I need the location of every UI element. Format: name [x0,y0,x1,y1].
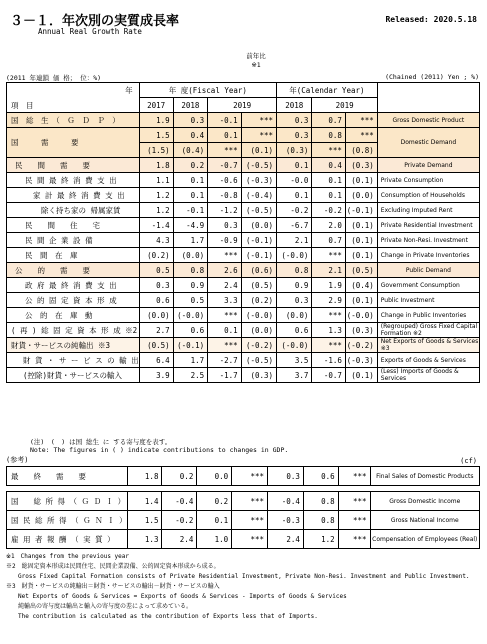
cal-year-2018: 2018 [277,98,312,113]
row-label-en: Private Demand [377,158,479,173]
ref-label-en: Gross Domestic Income [370,492,479,511]
value-cell: 1.5 [139,128,173,143]
value-cell: *** [345,128,377,143]
footnote-line: ※3 財貨・サービスの純輸出＝財貨・サービスの輸出－財貨・サービスの輸入 [6,583,220,590]
value-cell: (-0.0) [173,308,208,323]
ref-value-cell: 1.8 [127,467,162,486]
value-cell: (-0.0) [241,308,276,323]
ref-value-cell: -0.4 [162,492,197,511]
value-cell: (-0.1) [241,248,276,263]
row-label-en: Gross Domestic Product [377,113,479,128]
row-label-en: Excluding Imputed Rent [377,203,479,218]
value-cell: 0.3 [208,218,241,233]
row-label-en: Private Non-Resi. Investment [377,233,479,248]
ref-value-cell: -0.2 [162,511,197,530]
page-subtitle: Annual Real Growth Rate [38,27,142,36]
value-cell: (-0.3) [345,353,377,368]
value-cell: *** [241,128,276,143]
note-jp: (注) ( ) は国 総生 に する寄与度を表す。 [30,438,172,446]
contribution-cell: (0.3) [277,143,312,158]
value-cell: 0.8 [312,128,345,143]
row-label-jp: ( 再 ) 総 固 定 資 本 形 成 ※2 [7,323,140,338]
value-cell: (0.1) [345,233,377,248]
value-cell: 1.9 [139,113,173,128]
value-cell: *** [208,308,241,323]
value-cell: 3.5 [277,353,312,368]
ref-label-jp: 国 総 所 得 （ Ｇ Ｄ Ｉ ） [7,492,128,511]
contribution-cell: (0.8) [345,143,377,158]
value-cell: (0.1) [345,248,377,263]
value-cell: -0.1 [173,203,208,218]
row-label-jp: 民 間 在 庫 [7,248,140,263]
ref-value-cell: *** [232,530,268,549]
value-cell: -1.6 [312,353,345,368]
row-label-jp: 民 間 需 要 [7,158,140,173]
value-cell: -2.7 [208,353,241,368]
fiscal-year-header: 年 度(Fiscal Year) [139,83,276,98]
year-2019: 2019 [208,98,277,113]
value-cell: 2.4 [208,278,241,293]
contribution-cell: *** [312,143,345,158]
page-title: ３－１．年次別の実質成長率 [10,14,180,29]
value-cell: 2.0 [312,218,345,233]
value-cell: -1.4 [139,218,173,233]
value-cell: (-0.5) [241,203,276,218]
value-cell: (0.5) [345,263,377,278]
ref-value-cell: 0.1 [197,511,232,530]
footnote-line: Gross Fixed Capital Formation consists of Private Residential Investment, Private Non-Resi. Investment and Public Investment. [6,573,470,580]
value-cell: (0.1) [345,218,377,233]
value-cell: (0.1) [345,173,377,188]
value-cell: (0.0) [173,248,208,263]
value-cell: (0.3) [241,368,276,383]
ref-value-cell: *** [338,511,370,530]
row-label-jp: 民 間 住 宅 [7,218,140,233]
value-cell: 0.3 [277,293,312,308]
reference-row [7,530,480,549]
unit-label-jp: (2011 年連鎖 価 格； 位：%) [6,74,102,82]
value-cell: (0.5) [139,338,173,353]
value-cell: 0.5 [173,293,208,308]
value-cell: 1.2 [139,188,173,203]
reference-row [7,467,480,486]
value-cell: -0.2 [312,203,345,218]
ref-label-en: Final Sales of Domestic Products [370,467,479,486]
value-cell: -0.7 [312,368,345,383]
ref-label-jp: 雇 用 者 報 酬 （ 実 質 ） [7,530,128,549]
table-row [7,353,480,368]
value-cell: (0.2) [241,293,276,308]
row-label-en: Private Consumption [377,173,479,188]
ref-value-cell: *** [232,511,268,530]
value-cell: 0.1 [208,128,241,143]
row-label-jp: 政 府 最 終 消 費 支 出 [7,278,140,293]
table-row [7,278,480,293]
note-en: Note: The figures in ( ) indicate contributions to changes in GDP. [30,446,289,454]
ref-label-jp: 最 終 需 要 [7,467,128,486]
footnote-line: The contribution is calculated as the contribution of Exports less that of Imports. [6,613,318,620]
contribution-cell: *** [208,143,241,158]
row-label-jp: 公 的 固 定 資 本 形 成 [7,293,140,308]
prev-note-line-2: ※1 [251,61,261,69]
ref-value-cell: 1.3 [127,530,162,549]
row-label-jp: 公 的 在 庫 動 [7,308,140,323]
value-cell: 0.4 [173,128,208,143]
value-cell: (-0.4) [241,188,276,203]
value-cell: -1.7 [208,368,241,383]
contribution-cell: (0.4) [173,143,208,158]
row-label-en: Change in Public Inventories [377,308,479,323]
value-cell: -0.6 [208,173,241,188]
value-cell: 0.7 [312,233,345,248]
value-cell: 1.1 [139,173,173,188]
ref-value-cell: 2.4 [268,530,304,549]
ref-value-cell: 0.3 [268,467,304,486]
footnote-line: 純輸出の寄与度は輸出と輸入の寄与度の差によって求めている。 [6,603,193,610]
table-row [7,308,480,323]
value-cell: 0.7 [312,113,345,128]
ref-value-cell: 0.2 [162,467,197,486]
value-cell: (0.0) [139,308,173,323]
value-cell: 0.1 [312,188,345,203]
value-cell: 4.3 [139,233,173,248]
table-row [7,263,480,278]
value-cell: -0.9 [208,233,241,248]
table-row [7,293,480,308]
row-label-en: Exports of Goods & Services [377,353,479,368]
value-cell: *** [312,338,345,353]
calendar-year-header: 年(Calendar Year) [277,83,378,98]
value-cell: (-0.1) [241,233,276,248]
ref-value-cell: *** [338,492,370,511]
previous-year-note [236,52,276,70]
value-cell: 2.7 [139,323,173,338]
ref-label-en: Gross National Income [370,511,479,530]
value-cell: 2.9 [312,293,345,308]
value-cell: 2.1 [277,233,312,248]
table-row [7,173,480,188]
ref-value-cell: 1.4 [127,492,162,511]
value-cell: 1.7 [173,353,208,368]
value-cell: 0.3 [277,128,312,143]
value-cell: 2.5 [173,368,208,383]
value-cell: 0.6 [277,323,312,338]
reference-label: (参考) [6,456,29,464]
value-cell: 0.1 [277,158,312,173]
ref-value-cell: 0.6 [303,467,338,486]
ref-value-cell: -0.3 [268,511,304,530]
value-cell: (0.3) [345,323,377,338]
value-cell: (0.1) [345,293,377,308]
value-cell: 0.4 [312,158,345,173]
value-cell: (-0.1) [173,338,208,353]
table-row [7,218,480,233]
cf-label: (cf) [460,457,477,465]
ref-value-cell: 0.0 [197,467,232,486]
value-cell: *** [312,308,345,323]
corner-header [7,83,140,113]
table-row [7,233,480,248]
contribution-cell: (1.5) [139,143,173,158]
table-row [7,128,480,143]
year-2018: 2018 [173,98,208,113]
value-cell: (-0.3) [241,173,276,188]
ref-value-cell: *** [338,467,370,486]
ref-label-jp: 国 民 総 所 得 （ Ｇ Ｎ Ｉ ） [7,511,128,530]
value-cell: -1.2 [208,203,241,218]
value-cell: 6.4 [139,353,173,368]
table-row [7,368,480,383]
value-cell: 1.8 [139,158,173,173]
value-cell: *** [312,248,345,263]
ref-value-cell: 1.2 [303,530,338,549]
unit-label-en: (Chained (2011) Yen ; %) [385,73,479,81]
footnote-line: Net Exports of Goods & Services = Exports of Goods & Services - Imports of Goods & Services [6,593,347,600]
contribution-cell: (0.1) [241,143,276,158]
table-row [7,323,480,338]
english-header [377,83,479,113]
value-cell: 3.9 [139,368,173,383]
row-label-en: Public Investment [377,293,479,308]
row-label-jp: 国 需 要 [7,128,140,158]
row-label-en: Government Consumption [377,278,479,293]
value-cell: (0.1) [345,368,377,383]
cal-year-2019: 2019 [312,98,377,113]
ref-value-cell: 0.8 [303,511,338,530]
value-cell: (-0.0) [277,338,312,353]
release-date: Released: 2020.5.18 [385,15,477,24]
table-row [7,158,480,173]
row-label-en: Net Exports of Goods & Services ※3 [377,338,479,353]
value-cell: *** [345,113,377,128]
value-cell: -4.9 [173,218,208,233]
value-cell: 0.6 [173,323,208,338]
reference-row [7,492,480,511]
value-cell: *** [208,248,241,263]
value-cell: (0.0) [277,308,312,323]
row-label-jp: 家 計 最 終 消 費 支 出 [7,188,140,203]
row-label-en: (Less) Imports of Goods & Services [377,368,479,383]
value-cell: (-0.1) [345,203,377,218]
value-cell: 0.1 [173,173,208,188]
row-label-jp: 除く持ち家の 帰属家賃 [7,203,140,218]
reference-table [6,466,480,549]
value-cell: (-0.0) [345,308,377,323]
row-label-jp: (控除)財貨・サービスの輸入 [7,368,140,383]
reference-row [7,511,480,530]
row-label-jp: 民 間 企 業 設 備 [7,233,140,248]
row-label-en: Private Residential Investment [377,218,479,233]
table-row [7,203,480,218]
value-cell: 0.3 [173,113,208,128]
ref-value-cell: 1.5 [127,511,162,530]
value-cell: 0.3 [277,113,312,128]
value-cell: (-0.2) [241,338,276,353]
table-row [7,188,480,203]
row-label-en: Domestic Demand [377,128,479,158]
value-cell: 1.9 [312,278,345,293]
value-cell: 0.1 [277,188,312,203]
value-cell: 0.8 [277,263,312,278]
table-row [7,338,480,353]
ref-value-cell: *** [338,530,370,549]
value-cell: 1.7 [173,233,208,248]
footnote-line: ※1 Changes from the previous year [6,553,130,560]
value-cell: -0.8 [208,188,241,203]
value-cell: -0.7 [208,158,241,173]
value-cell: -0.0 [277,173,312,188]
row-label-jp: 財貨・サービスの純輸出 ※3 [7,338,140,353]
value-cell: (0.4) [345,278,377,293]
value-cell: 0.5 [139,263,173,278]
row-label-en: (Regrouped) Gross Fixed Capital Formation ※2 [377,323,479,338]
value-cell: (-0.5) [241,158,276,173]
row-label-en: Public Demand [377,263,479,278]
value-cell: (0.0) [345,188,377,203]
value-cell: (0.2) [139,248,173,263]
value-cell: 0.1 [312,173,345,188]
value-cell: *** [208,338,241,353]
value-cell: (-0.5) [241,353,276,368]
ref-value-cell: *** [232,492,268,511]
row-label-en: Consumption of Households [377,188,479,203]
footnote-line: ※2 総固定資本形成は民間住宅、民間企業設備、公的固定資本形成から成る。 [6,563,220,570]
value-cell: 2.1 [312,263,345,278]
value-cell: 1.3 [312,323,345,338]
value-cell: -6.7 [277,218,312,233]
ref-value-cell: 2.4 [162,530,197,549]
value-cell: 3.3 [208,293,241,308]
value-cell: 2.6 [208,263,241,278]
year-2017: 2017 [139,98,173,113]
value-cell: (0.0) [241,218,276,233]
value-cell: 0.1 [173,188,208,203]
ref-value-cell: 1.0 [197,530,232,549]
row-label-en: Change in Private Inventories [377,248,479,263]
value-cell: 0.8 [173,263,208,278]
value-cell: (-0.0) [277,248,312,263]
table-row [7,248,480,263]
row-label-jp: 国 総 生 （ Ｇ Ｄ Ｐ ） [7,113,140,128]
value-cell: 0.3 [139,278,173,293]
value-cell: 1.2 [139,203,173,218]
growth-table [6,82,480,383]
ref-value-cell: 0.8 [303,492,338,511]
row-label-jp: 民 間 最 終 消 費 支 出 [7,173,140,188]
value-cell: (0.6) [241,263,276,278]
value-cell: 3.7 [277,368,312,383]
value-cell: -0.1 [208,113,241,128]
value-cell: (0.5) [241,278,276,293]
item-axis-label: 項 目 [11,101,34,110]
value-cell: 0.6 [139,293,173,308]
row-label-jp: 公 的 需 要 [7,263,140,278]
year-axis-label: 年 [125,86,133,95]
value-cell: (-0.2) [345,338,377,353]
ref-value-cell: *** [232,467,268,486]
ref-value-cell: 0.2 [197,492,232,511]
value-cell: (0.0) [241,323,276,338]
ref-label-en: Compensation of Employees (Real) [370,530,479,549]
value-cell: -0.2 [277,203,312,218]
table-row [7,113,480,128]
value-cell: 0.9 [173,278,208,293]
value-cell: 0.2 [173,158,208,173]
prev-note-line-1: 前年比 [246,52,266,60]
value-cell: *** [241,113,276,128]
row-label-jp: 財 貨 ・ サ ー ビ ス の 輸 出 [7,353,140,368]
ref-value-cell: -0.4 [268,492,304,511]
value-cell: (0.3) [345,158,377,173]
value-cell: 0.9 [277,278,312,293]
value-cell: 0.1 [208,323,241,338]
